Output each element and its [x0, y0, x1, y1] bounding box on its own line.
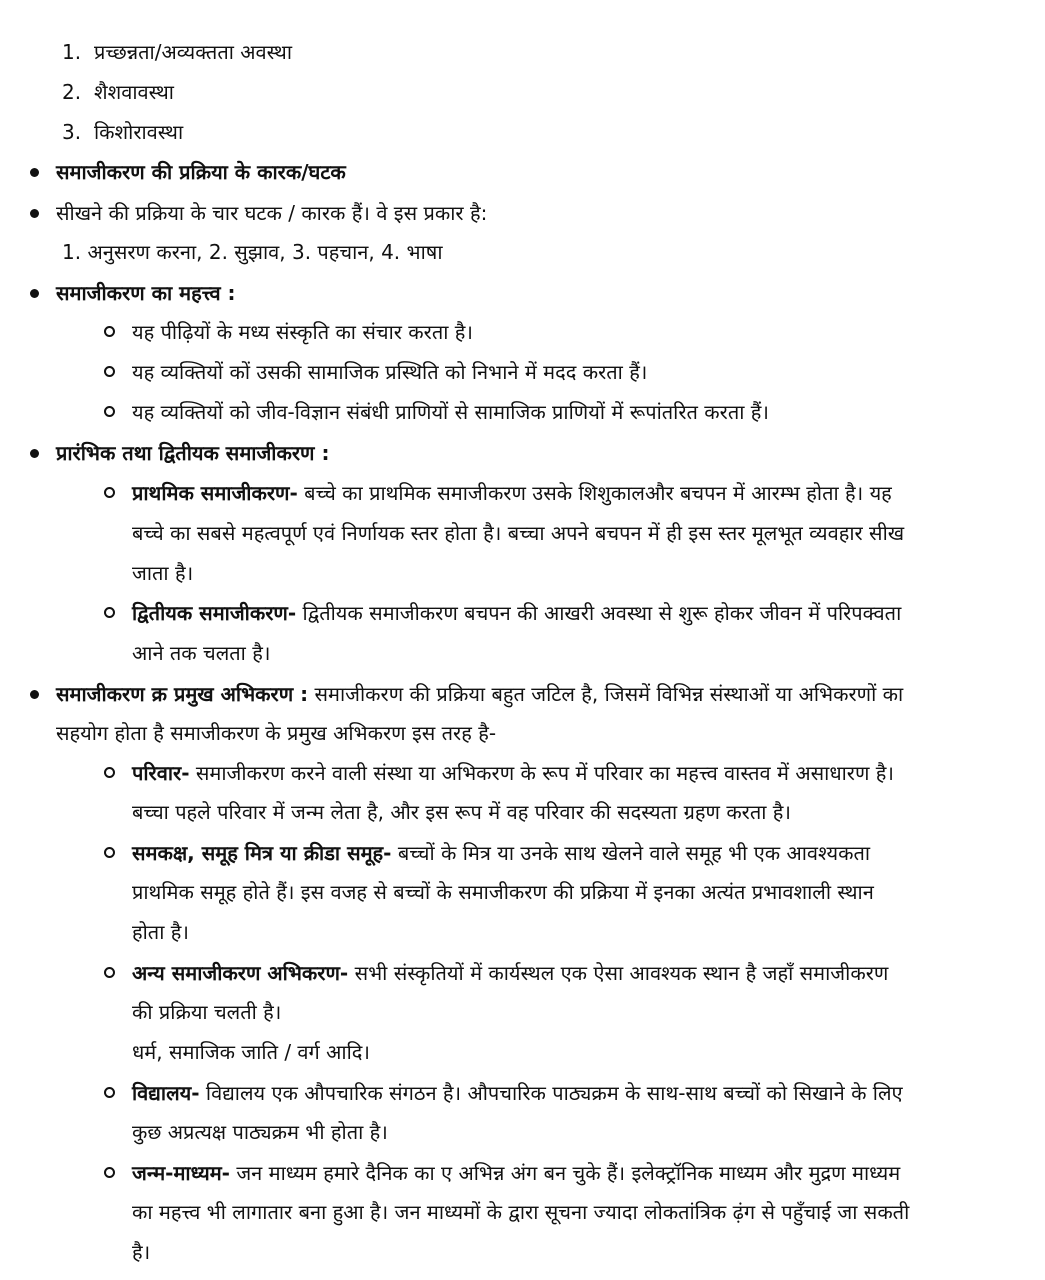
importance-item-2: यह व्यक्तियों कों उसकी सामाजिक प्रस्थिति को निभाने में मदद करता हैं। — [132, 360, 648, 384]
secondary-line-1: द्वितीयक समाजीकरण- द्वितीयक समाजीकरण बचपन की आखरी अवस्था से शुरू होकर जीवन में परिपक्वता — [132, 601, 902, 625]
stage-item-3 — [62, 117, 183, 147]
secondary-term: द्वितीयक समाजीकरण- — [132, 601, 297, 625]
stage-text: शैशवावस्था — [94, 80, 174, 104]
agencies-line-2: सहयोग होता है समाजीकरण के प्रमुख अभिकरण इस तरह है- — [56, 721, 497, 745]
school-term: विद्यालय- — [132, 1081, 200, 1105]
other-line-3: धर्म, समाजिक जाति / वर्ग आदि। — [132, 1040, 370, 1064]
stage-text: किशोरावस्था — [94, 120, 184, 144]
bullet-circle-icon — [104, 487, 115, 498]
bullet-disc-icon — [30, 168, 39, 177]
bullet-disc-icon — [30, 449, 39, 458]
agencies-line-1: समाजीकरण क्र प्रमुख अभिकरण : समाजीकरण की प्रक्रिया बहुत जटिल है, जिसमें विभिन्न संस्थाओं या अभिकरणों का — [56, 682, 904, 706]
learning-factors-intro: सीखने की प्रक्रिया के चार घटक / कारक हैं। वे इस प्रकार है: — [56, 201, 488, 225]
peer-line-3: होता है। — [132, 920, 189, 944]
list-number: 1. — [62, 40, 82, 64]
bullet-circle-icon — [104, 326, 115, 337]
secondary-line-2: आने तक चलता है। — [132, 641, 271, 665]
peer-term: समकक्ष, समूह मित्र या क्रीडा समूह- — [132, 841, 392, 865]
bullet-disc-icon — [30, 289, 39, 298]
primary-line-3: जाता है। — [132, 561, 194, 585]
heading-primary-secondary: प्रारंभिक तथा द्वितीयक समाजीकरण : — [56, 441, 330, 465]
primary-term: प्राथमिक समाजीकरण- — [132, 481, 298, 505]
other-line-1: अन्य समाजीकरण अभिकरण- सभी संस्कृतियों में कार्यस्थल एक ऐसा आवश्यक स्थान है जहाँ समाजीकरण — [132, 961, 889, 985]
stage-item-2 — [62, 77, 174, 107]
list-number: 2. — [62, 80, 82, 104]
family-line-1: परिवार- समाजीकरण करने वाली संस्था या अभिकरण के रूप में परिवार का महत्त्व वास्तव में असाधारण है। — [132, 761, 894, 785]
bullet-circle-icon — [104, 366, 115, 377]
peer-line-2: प्राथमिक समूह होते हैं। इस वजह से बच्चों के समाजीकरण की प्रक्रिया में इनका अत्यंत प्रभावशाली स्थान — [132, 880, 874, 904]
bullet-circle-icon — [104, 847, 115, 858]
primary-line-1: प्राथमिक समाजीकरण- बच्चे का प्राथमिक समाजीकरण उसके शिशुकालऔर बचपन में आरम्भ होता है। यह — [132, 481, 892, 505]
bullet-disc-icon — [30, 690, 39, 699]
bullet-circle-icon — [104, 967, 115, 978]
family-term: परिवार- — [132, 761, 190, 785]
bullet-circle-icon — [104, 767, 115, 778]
heading-factors: समाजीकरण की प्रक्रिया के कारक/घटक — [56, 160, 346, 184]
agencies-term: समाजीकरण क्र प्रमुख अभिकरण : — [56, 682, 309, 706]
media-term: जन्म-माध्यम- — [132, 1161, 230, 1185]
stage-item-1 — [62, 37, 292, 67]
school-line-2: कुछ अप्रत्यक्ष पाठ्यक्रम भी होता है। — [132, 1120, 388, 1144]
learning-factors-list: 1. अनुसरण करना, 2. सुझाव, 3. पहचान, 4. भाषा — [62, 240, 443, 264]
primary-line-2: बच्चे का सबसे महत्वपूर्ण एवं निर्णायक स्तर होता है। बच्चा अपने बचपन में ही इस स्तर मूलभूत व्यवहार सीख — [132, 521, 905, 545]
other-line-2: की प्रक्रिया चलती है। — [132, 1000, 282, 1024]
importance-item-3: यह व्यक्तियों को जीव-विज्ञान संबंधी प्राणियों से सामाजिक प्राणियों में रूपांतरित करता हैं। — [132, 400, 769, 424]
stage-text: प्रच्छन्नता/अव्यक्तता अवस्था — [94, 40, 292, 64]
importance-item-1: यह पीढ़ियों के मध्य संस्कृति का संचार करता है। — [132, 320, 473, 344]
bullet-circle-icon — [104, 406, 115, 417]
peer-line-1: समकक्ष, समूह मित्र या क्रीडा समूह- बच्चों के मित्र या उनके साथ खेलने वाले समूह भी एक आवश्यकता — [132, 841, 871, 865]
media-line-1: जन्म-माध्यम- जन माध्यम हमारे दैनिक का ए अभिन्न अंग बन चुके हैं। इलेक्ट्रॉनिक माध्यम और मुद्रण माध्यम — [132, 1161, 901, 1185]
bullet-circle-icon — [104, 1167, 115, 1178]
media-line-3: है। — [132, 1240, 151, 1264]
family-line-2: बच्चा पहले परिवार में जन्म लेता है, और इस रूप में वह परिवार की सदस्यता ग्रहण करता है। — [132, 800, 791, 824]
list-number: 3. — [62, 120, 82, 144]
bullet-disc-icon — [30, 209, 39, 218]
school-line-1: विद्यालय- विद्यालय एक औपचारिक संगठन है। औपचारिक पाठ्यक्रम के साथ-साथ बच्चों को सिखाने के लिए — [132, 1081, 903, 1105]
other-term: अन्य समाजीकरण अभिकरण- — [132, 961, 349, 985]
heading-importance: समाजीकरण का महत्त्व : — [56, 281, 236, 305]
bullet-circle-icon — [104, 607, 115, 618]
bullet-circle-icon — [104, 1087, 115, 1098]
media-line-2: का महत्त्व भी लागातार बना हुआ है। जन माध्यमों के द्वारा सूचना ज्यादा लोकतांत्रिक ढ़ंग से पहुँचाई जा सकती — [132, 1200, 910, 1224]
